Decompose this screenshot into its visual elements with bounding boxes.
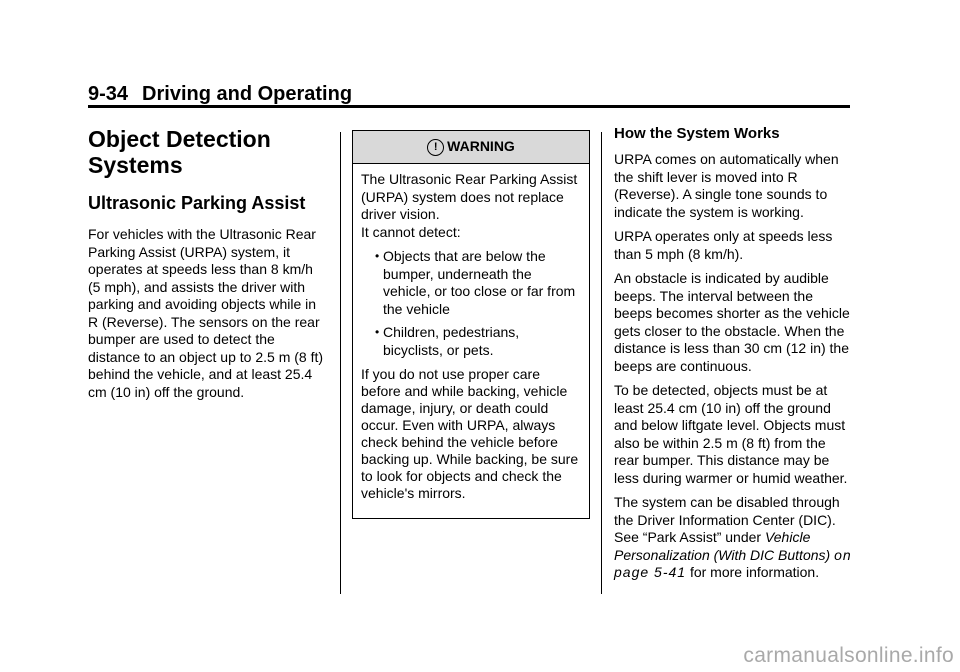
xref-title-link[interactable]: Vehicle Personalization (With DIC Buttons) (614, 529, 831, 563)
list-item-text: Objects that are below the bumper, underneath the vehicle, or too close or far from the vehicle (383, 248, 576, 317)
paragraph-disable (614, 494, 854, 582)
warning-list (361, 248, 581, 359)
right-column (614, 118, 854, 589)
subheading: Ultrasonic Parking Assist (88, 193, 306, 213)
left-column (88, 118, 328, 408)
warning-intro (361, 171, 581, 241)
page-header (88, 82, 352, 106)
watermark: carmanualsonline.info (743, 644, 954, 667)
warning-body (353, 164, 589, 518)
list-item-text: Children, pedestrians, bicyclists, or pets. (383, 324, 520, 358)
main-heading-line1: Object Detection (88, 126, 271, 152)
bullet-icon: • (375, 249, 380, 263)
intro-paragraph: For vehicles with the Ultrasonic Rear Parking Assist (URPA) system, it operates at speeds less than 8 km/h (5 mph), and assists the driver with parking and avoiding objects while in R (Reverse). The sensors on the rear bumper are used to detect the distance to an object up to 2.5 m (8 ft) behind the vehicle, and at least 25.4 cm (10 in) off the ground. (88, 226, 324, 400)
warning-header (353, 131, 589, 164)
page-number: 9-34 (88, 83, 129, 105)
paragraph-text-end: for more information. (686, 564, 820, 580)
warning-closing: If you do not use proper care before and while backing, vehicle damage, injury, or death could occur. Even with URPA, always check behind the vehicle before backing up. While backing, be sure to look for objects and check the vehicle's mirrors. (361, 366, 579, 501)
warning-title: WARNING (447, 138, 515, 155)
warning-box (352, 130, 590, 519)
how-it-works-heading: How the System Works (614, 125, 780, 142)
bullet-icon: • (375, 325, 380, 339)
main-heading-line2: Systems (88, 152, 183, 178)
section-title: Driving and Operating (142, 83, 353, 105)
paragraph-text: The system can be disabled through the Driver Information Center (DIC). See “Park Assist” under (614, 494, 840, 545)
list-item (361, 248, 581, 318)
paragraph: To be detected, objects must be at least 25.4 cm (10 in) off the ground and below liftgate level. Objects must also be within 2.5 m (8 ft) from the rear bumper. This distance may be less during warmer or humid weather. (614, 382, 848, 486)
paragraph: URPA operates only at speeds less than 5 mph (8 km/h). (614, 228, 833, 262)
xref-page-link[interactable]: on page 5-41 (614, 546, 852, 580)
main-heading (88, 126, 328, 178)
list-item (361, 324, 581, 359)
warning-intro-text: The Ultrasonic Rear Parking Assist (URPA) system does not replace driver vision. (361, 171, 578, 222)
paragraph: URPA comes on automatically when the shift lever is moved into R (Reverse). A single tone sounds to indicate the system is working. (614, 151, 839, 220)
column-divider-left (340, 132, 341, 594)
header-rule (88, 105, 850, 108)
column-divider-right (601, 132, 602, 594)
paragraph: An obstacle is indicated by audible beeps. The interval between the beeps becomes shorter as the vehicle gets closer to the obstacle. When the distance is less than 30 cm (12 in) the beeps are continuous. (614, 270, 850, 374)
warning-cannot-detect: It cannot detect: (361, 223, 461, 240)
warning-circle-icon: ! (427, 139, 444, 156)
